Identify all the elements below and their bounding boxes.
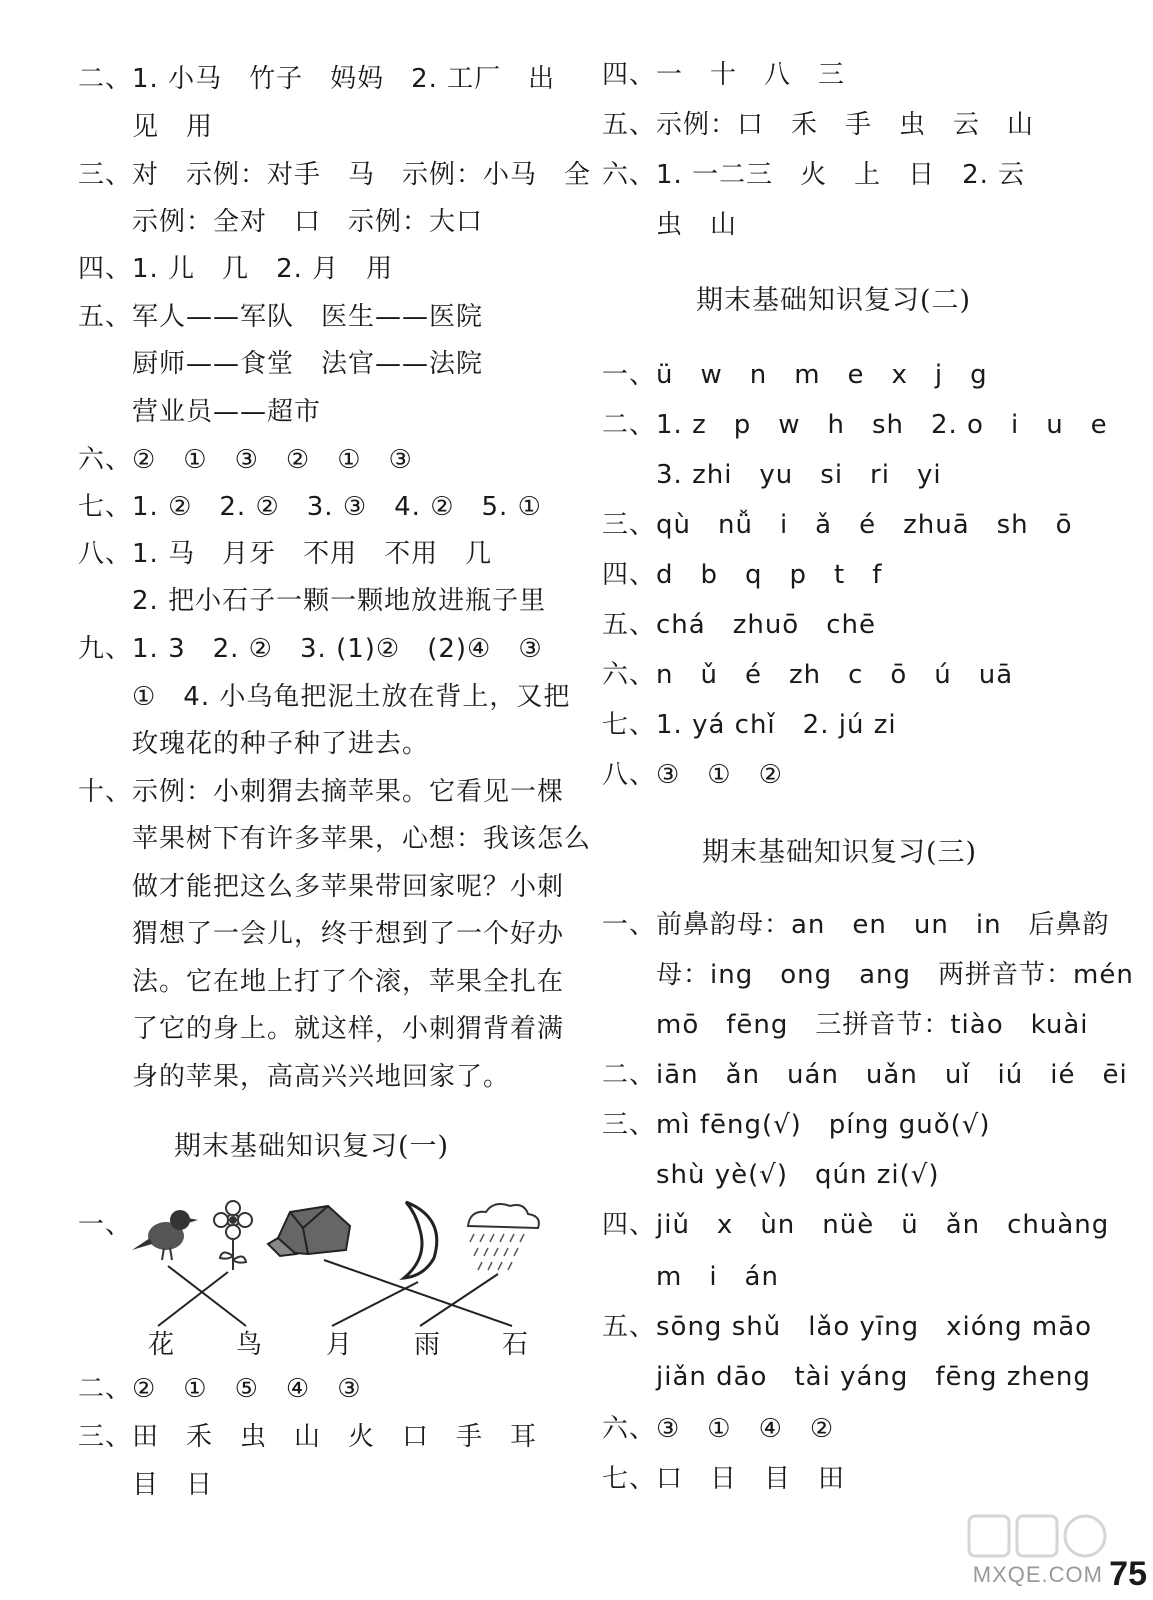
answer-line: 七、1. ② 2. ② 3. ③ 4. ② 5. ① (78, 492, 542, 522)
answer-line: 二、1. z p w h sh 2. o i u e (602, 410, 1108, 440)
answer-line: 2. 把小石子一颗一颗地放进瓶子里 (78, 586, 547, 616)
answer-line: 三、对 示例：对手 马 示例：小马 全 (78, 160, 592, 190)
page-number: 75 (1109, 1555, 1147, 1593)
answer-line: 六、③ ① ④ ② (602, 1414, 835, 1444)
answer-line: 八、③ ① ② (602, 760, 783, 790)
answer-line: 七、1. yá chǐ 2. jú zi (602, 710, 897, 740)
moon-icon (404, 1202, 437, 1278)
answer-line: 二、1. 小马 竹子 妈妈 2. 工厂 出 (78, 64, 556, 94)
answer-line: 九、1. 3 2. ② 3. (1)② (2)④ ③ (78, 634, 543, 664)
answer-line: 十、示例：小刺猬去摘苹果。它看见一棵 (78, 777, 565, 807)
answer-line: mō fēng 三拼音节：tiào kuài (602, 1010, 1089, 1040)
answer-line: shù yè(√) qún zi(√) (602, 1160, 940, 1190)
question-label: 一、 (78, 1210, 133, 1240)
section-title: 期末基础知识复习(一) (174, 1131, 450, 1162)
answer-line: 四、d b q p t f (602, 560, 883, 590)
answer-line: 苹果树下有许多苹果，心想：我该怎么 (78, 824, 592, 854)
answer-line: jiǎn dāo tài yáng fēng zheng (602, 1362, 1091, 1392)
answer-line: 法。它在地上打了个滚，苹果全扎在 (78, 967, 565, 997)
answer-line: 七、口 日 目 田 (602, 1464, 846, 1494)
answer-line: 玫瑰花的种子种了进去。 (78, 729, 430, 759)
answer-line: 猬想了一会儿，终于想到了一个好办 (78, 919, 565, 949)
answer-line: 五、示例：口 禾 手 虫 云 山 (602, 110, 1035, 140)
answer-line: 三、qù nǚ i ǎ é zhuā sh ō (602, 510, 1073, 540)
flower-icon (214, 1201, 252, 1270)
matching-word: 雨 (414, 1330, 441, 1360)
answer-line: 一、前鼻韵母：an en un in 后鼻韵 (602, 910, 1110, 940)
matching-word: 月 (326, 1330, 353, 1360)
answer-line: 五、军人——军队 医生——医院 (78, 302, 484, 332)
answer-line: 虫 山 (602, 210, 738, 240)
answer-line: 三、田 禾 虫 山 火 口 手 耳 (78, 1422, 538, 1452)
matching-lines (158, 1260, 512, 1326)
answer-line: 六、② ① ③ ② ① ③ (78, 445, 413, 475)
answer-line: 目 日 (78, 1470, 214, 1500)
matching-word: 鸟 (236, 1330, 263, 1360)
section-title: 期末基础知识复习(三) (702, 837, 978, 868)
answer-line: 身的苹果，高高兴兴地回家了。 (78, 1062, 511, 1092)
answer-line: 厨师——食堂 法官——法院 (78, 349, 484, 379)
answer-line: 做才能把这么多苹果带回家呢？小刺 (78, 872, 565, 902)
answer-line: 见 用 (78, 112, 214, 142)
answer-line: 八、1. 马 月牙 不用 不用 几 (78, 539, 493, 569)
answer-line: 五、chá zhuō chē (602, 610, 876, 640)
answer-line: 三、mì fēng(√) píng guǒ(√) (602, 1110, 991, 1140)
answer-line: 四、1. 儿 几 2. 月 用 (78, 254, 394, 284)
answer-line: 五、sōng shǔ lǎo yīng xióng māo (602, 1312, 1093, 1342)
section-title: 期末基础知识复习(二) (696, 285, 972, 316)
answer-line: 六、1. 一二三 火 上 日 2. 云 (602, 160, 1026, 190)
rain-cloud-icon (468, 1204, 539, 1270)
answer-line: 一、ü w n m e x j g (602, 360, 988, 390)
answer-line: 营业员——超市 (78, 397, 322, 427)
bird-icon (132, 1210, 198, 1260)
answer-line: 四、jiǔ x ùn nüè ü ǎn chuàng (602, 1210, 1110, 1240)
answer-line: 3. zhi yu si ri yi (602, 460, 942, 490)
answer-line: 二、iān ǎn uán uǎn uǐ iú ié ēi (602, 1060, 1128, 1090)
watermark-text: MXQE.COM (972, 1562, 1103, 1587)
answer-line: 二、② ① ⑤ ④ ③ (78, 1374, 362, 1404)
answer-line: ① 4. 小乌龟把泥土放在背上，又把 (78, 682, 571, 712)
answer-line: 六、n ǔ é zh c ō ú uā (602, 660, 1014, 690)
answer-line: 了它的身上。就这样，小刺猬背着满 (78, 1014, 565, 1044)
answer-line: 示例：全对 口 示例：大口 (78, 207, 484, 237)
answer-line: 母：ing ong ang 两拼音节：mén (602, 960, 1134, 990)
rock-icon (268, 1206, 350, 1256)
matching-word: 石 (502, 1330, 529, 1360)
matching-word: 花 (148, 1330, 175, 1360)
answer-line: 四、一 十 八 三 (602, 60, 846, 90)
answer-line: m i án (602, 1262, 779, 1292)
